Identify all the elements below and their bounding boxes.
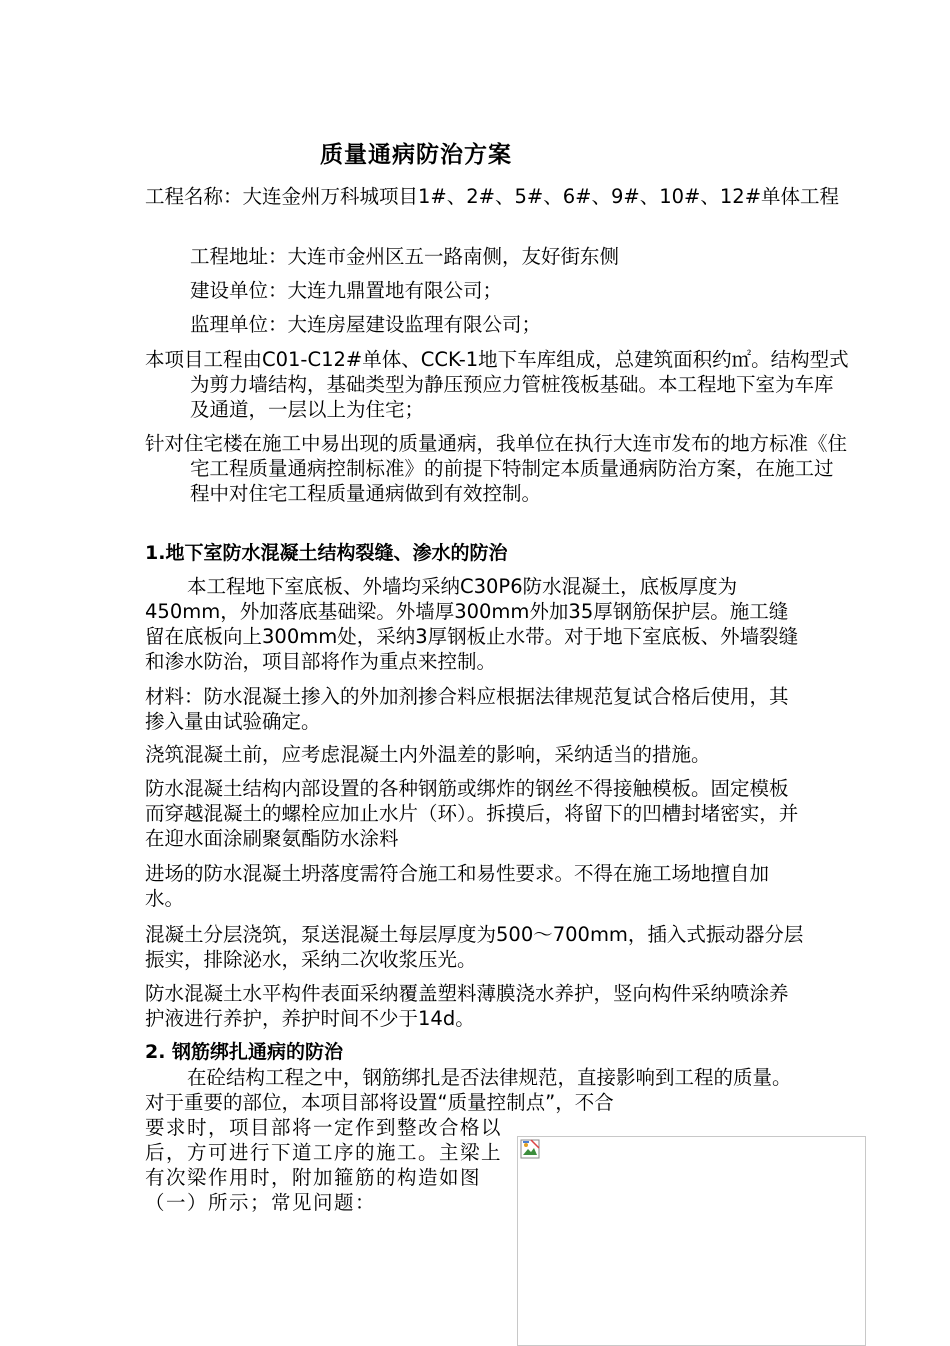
section1-paragraph-1: 本工程地下室底板、外墙均采纳C30P6防水混凝土，底板厚度为450mm，外加落底基础梁。外墙厚300mm外加35厚钢筋保护层。施工缝留在底板向上300mm处，采纳3厚钢板止水带。对于地下室底板、外墙裂缝和渗水防治，项目部将作为重点来控制。 [145,575,799,673]
section1-paragraph-3: 浇筑混凝土前，应考虑混凝土内外温差的影响，采纳适当的措施。 [145,743,711,766]
overview-paragraph: 本项目工程由C01-C12#单体、CCK-1地下车库组成，总建筑面积约㎡。结构型式为剪力墙结构，基础类型为静压预应力管桩筏板基础。本工程地下室为车库及通道，一层以上为住宅； [145,348,849,421]
section2-paragraph-2: 要求时，项目部将一定作到整改合格以后，方可进行下道工序的施工。主梁上有次梁作用时，附加箍筋的构造如图（一）所示；常见问题： [145,1116,503,1214]
project-name-line: 工程名称：大连金州万科城项目1#、2#、5#、6#、9#、10#、12#单体工程 [145,185,840,208]
section1-paragraph-6: 混凝土分层浇筑，泵送混凝土每层厚度为500～700mm，插入式振动器分层振实，排除泌水，采纳二次收浆压光。 [145,923,804,971]
supervisor-line: 监理单位：大连房屋建设监理有限公司； [190,313,542,336]
section2-heading: 2. 钢筋绑扎通病的防治 [145,1041,344,1063]
section1-paragraph-7: 防水混凝土水平构件表面采纳覆盖塑料薄膜浇水养护，竖向构件采纳喷涂养护液进行养护，养护时间不少于14d。 [145,982,789,1030]
figure-placeholder [517,1136,866,1346]
builder-line: 建设单位：大连九鼎置地有限公司； [190,279,503,302]
section1-paragraph-4: 防水混凝土结构内部设置的各种钢筋或绑炸的钢丝不得接触模板。固定模板而穿越混凝土的螺栓应加止水片（环）。拆摸后，将留下的凹槽封堵密实，并在迎水面涂刷聚氨酯防水涂料 [145,777,799,850]
address-line: 工程地址：大连市金州区五一路南侧，友好街东侧 [190,245,620,268]
page-title: 质量通病防治方案 [320,142,512,168]
section1-heading: 1.地下室防水混凝土结构裂缝、渗水的防治 [145,542,508,564]
section2-paragraph-1: 在砼结构工程之中，钢筋绑扎是否法律规范，直接影响到工程的质量。对于重要的部位，本项目部将设置“质量控制点”，不合 [145,1066,792,1114]
section1-paragraph-2: 材料：防水混凝土掺入的外加剂掺合料应根据法律规范复试合格后使用，其掺入量由试验确定。 [145,685,789,733]
intro-paragraph: 针对住宅楼在施工中易出现的质量通病，我单位在执行大连市发布的地方标准《住宅工程质量通病控制标准》的前提下特制定本质量通病防治方案，在施工过程中对住宅工程质量通病做到有效控制。 [145,432,848,505]
section1-paragraph-5: 进场的防水混凝土坍落度需符合施工和易性要求。不得在施工场地擅自加水。 [145,862,770,910]
broken-image-icon [520,1139,540,1159]
